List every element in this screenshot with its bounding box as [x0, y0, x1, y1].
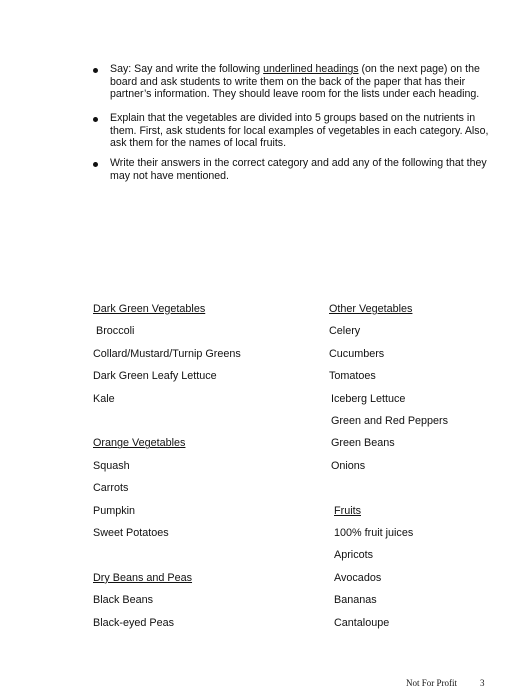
category-heading: Orange Vegetables — [93, 437, 186, 450]
food-item: Black Beans — [93, 594, 154, 607]
food-item: Avocados — [334, 571, 382, 584]
instruction-text — [110, 112, 490, 150]
instruction-text — [110, 63, 490, 101]
food-item: Apricots — [334, 549, 374, 562]
food-item: Black-eyed Peas — [93, 616, 175, 629]
instruction-text-part: Explain that the vegetables are divided into 5 groups based on the nutrients in them. First, ask students for local examples of vegetables in each category. Also, ask them for the names of local fruits. — [110, 112, 489, 149]
food-item: Tomatoes — [329, 370, 376, 383]
food-item: Green and Red Peppers — [331, 415, 449, 427]
category-heading: Dry Beans and Peas — [93, 571, 193, 584]
bullet-dot-icon — [93, 117, 98, 122]
food-item: Broccoli — [96, 325, 135, 338]
bullet-dot-icon — [93, 162, 98, 167]
food-item: Kale — [93, 392, 115, 405]
food-item: Sweet Potatoes — [93, 527, 169, 539]
instruction-text-part: Write their answers in the correct category and add any of the following that they may not have mentioned. — [110, 157, 487, 182]
category-heading: Other Vegetables — [329, 303, 413, 315]
food-item: Collard/Mustard/Turnip Greens — [93, 347, 241, 360]
food-item: Onions — [331, 459, 366, 472]
category-heading: Dark Green Vegetables — [93, 303, 206, 315]
food-item: Iceberg Lettuce — [331, 392, 406, 405]
instruction-text — [110, 157, 490, 182]
instruction-text-part: Say: Say and write the following — [110, 63, 264, 75]
food-item: Bananas — [334, 594, 377, 607]
category-heading: Fruits — [334, 504, 361, 517]
food-item: 100% fruit juices — [334, 527, 414, 539]
food-item: Celery — [329, 325, 361, 338]
food-item: Cantaloupe — [334, 616, 390, 629]
food-item: Cucumbers — [329, 347, 385, 360]
food-item: Dark Green Leafy Lettuce — [93, 370, 217, 383]
food-item: Pumpkin — [93, 504, 136, 517]
food-item: Green Beans — [331, 437, 395, 450]
food-item: Squash — [93, 459, 130, 472]
page-number: 3 — [480, 678, 485, 688]
food-item: Carrots — [93, 482, 129, 495]
instruction-underlined-text: underlined headings — [263, 63, 359, 75]
instruction-text-part: (on the next page) on the board and ask students to write them on the back of the paper that has their partner’s information. They should leave room for the lists under each heading. — [110, 63, 480, 100]
bullet-dot-icon — [93, 68, 98, 73]
footer-label: Not For Profit — [406, 678, 458, 688]
